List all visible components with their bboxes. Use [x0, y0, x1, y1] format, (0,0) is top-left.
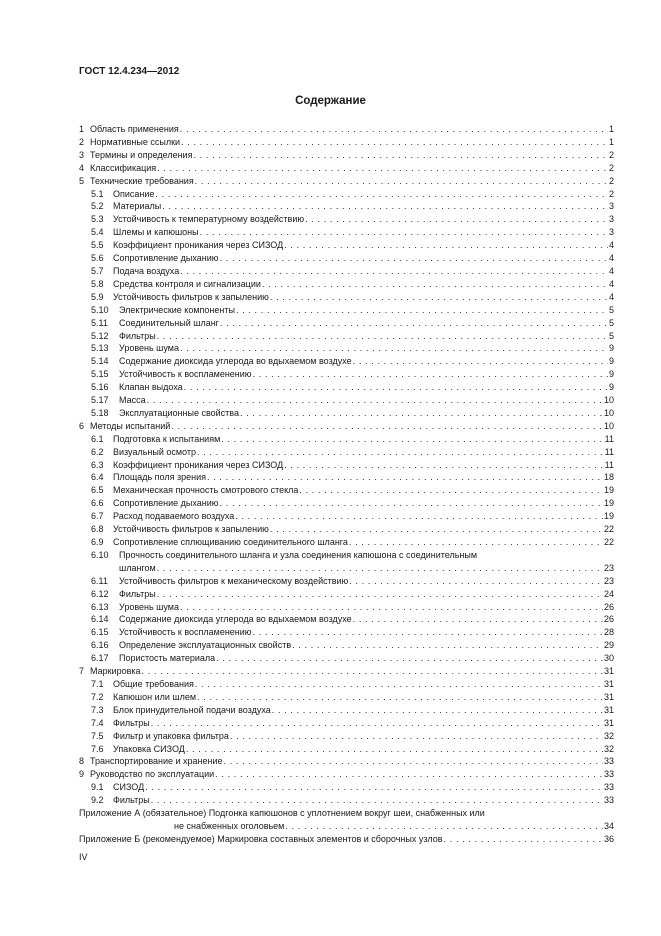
toc-entry-page: 10 — [603, 420, 614, 431]
toc-entry-title: Площадь поля зрения — [113, 472, 206, 483]
toc-entry-number: 6.3 — [91, 459, 104, 470]
toc-entry-page: 33 — [603, 769, 614, 780]
dot-leader — [220, 317, 608, 330]
dot-leader — [353, 613, 603, 626]
toc-entry-page: 32 — [603, 743, 614, 754]
dot-leader — [197, 691, 603, 704]
toc-entry-page: 4 — [608, 278, 614, 289]
toc-entry-number: 6.6 — [91, 498, 104, 509]
toc-entry[interactable] — [79, 162, 614, 175]
toc-entry-title: Средства контроля и сигнализации — [113, 278, 261, 289]
toc-entry-page: 19 — [603, 498, 614, 509]
toc-entry[interactable] — [79, 549, 614, 575]
toc-entry[interactable] — [79, 265, 614, 278]
toc-entry-title: Фильтр и упаковка фильтра — [113, 730, 229, 741]
toc-entry[interactable] — [79, 794, 614, 807]
toc-entry[interactable] — [79, 781, 614, 794]
toc-entry-number: 6.1 — [91, 433, 104, 444]
toc-entry-number: 5.13 — [91, 343, 109, 354]
toc-entry-title: Механическая прочность смотрового стекла — [113, 485, 299, 496]
dot-leader — [151, 717, 603, 730]
toc-entry-page: 4 — [608, 265, 614, 276]
toc-entry-title: Фильтры — [119, 588, 156, 599]
toc-entry-page: 26 — [603, 601, 614, 612]
toc-entry-number: 7.2 — [91, 691, 104, 702]
toc-entry-page: 22 — [603, 524, 614, 535]
toc-entry-page: 11 — [604, 446, 614, 457]
toc-entry-number: 5.2 — [91, 201, 104, 212]
toc-entry[interactable] — [79, 691, 614, 704]
toc-entry-page: 18 — [603, 472, 614, 483]
toc-entry[interactable] — [79, 446, 614, 459]
toc-entry-number: 5.9 — [91, 291, 104, 302]
toc-entry[interactable] — [79, 665, 614, 678]
toc-entry-title: Приложение Б (рекомендуемое) Маркировка составных элементов и сборочных узлов — [79, 833, 443, 844]
toc-entry-title: Методы испытаний — [90, 420, 171, 431]
dot-leader — [147, 394, 603, 407]
toc-entry[interactable] — [79, 833, 614, 846]
toc-entry-page: 23 — [603, 562, 614, 573]
dot-leader — [184, 381, 608, 394]
dot-leader — [195, 175, 608, 188]
dot-leader — [197, 446, 604, 459]
toc-entry-number: 6.17 — [91, 653, 109, 664]
toc-entry-title: Определение эксплуатационных свойств — [119, 640, 292, 651]
toc-entry-title: Устойчивость фильтров к механическому воздействию — [119, 575, 349, 586]
toc-entry-page: 2 — [608, 175, 614, 186]
toc-entry[interactable] — [79, 717, 614, 730]
toc-entry-title: Соединительный шланг — [119, 317, 219, 328]
toc-entry-number: 6.2 — [91, 446, 104, 457]
toc-entry-number: 2 — [79, 136, 85, 147]
toc-entry-page: 2 — [608, 188, 614, 199]
toc-entry-page: 33 — [603, 795, 614, 806]
toc-entry-number: 6 — [79, 420, 85, 431]
toc-entry[interactable] — [79, 368, 614, 381]
toc-entry-title: Клапан выдоха — [119, 382, 183, 393]
dot-leader — [181, 136, 608, 149]
dot-leader — [235, 510, 603, 523]
toc-entry[interactable] — [79, 278, 614, 291]
toc-entry-page: 31 — [603, 666, 614, 677]
toc-entry[interactable] — [79, 652, 614, 665]
toc-entry-page: 3 — [608, 201, 614, 212]
toc-entry-title: Сопротивление дыханию — [113, 498, 219, 509]
toc-entry-number: 6.11 — [91, 575, 108, 586]
toc-entry-page: 11 — [604, 433, 614, 444]
dot-leader — [285, 820, 603, 833]
toc-entry-page: 10 — [603, 395, 614, 406]
toc-entry[interactable] — [79, 304, 614, 317]
toc-entry-page: 31 — [603, 717, 614, 728]
toc-entry[interactable] — [79, 394, 614, 407]
dot-leader — [284, 239, 608, 252]
toc-entry-page: 31 — [603, 691, 614, 702]
toc-entry-title: Сопротивление сплющиванию соединительного шланга — [113, 537, 348, 547]
toc-entry-title: Масса — [119, 395, 146, 406]
toc-entry-number: 5.1 — [91, 188, 104, 199]
toc-entry-title: Технические требования — [90, 175, 194, 186]
document-header: ГОСТ 12.4.234—2012 — [79, 66, 180, 77]
toc-entry-number: 8 — [79, 756, 85, 767]
toc-entry-page: 9 — [608, 369, 614, 380]
toc-entry[interactable] — [79, 330, 614, 343]
toc-entry[interactable] — [79, 355, 614, 368]
dot-leader — [284, 459, 603, 472]
toc-entry-page: 23 — [603, 575, 614, 586]
toc-entry[interactable] — [79, 536, 614, 549]
toc-entry-number: 6.5 — [91, 485, 104, 496]
dot-leader — [157, 162, 608, 175]
toc-entry[interactable] — [79, 807, 614, 833]
dot-leader — [253, 626, 603, 639]
dot-leader — [270, 523, 603, 536]
toc-entry-page: 1 — [608, 136, 614, 147]
toc-entry-number: 1 — [79, 124, 85, 134]
dot-leader — [207, 471, 603, 484]
toc-entry-title: Маркировка — [90, 666, 141, 677]
toc-entry-number: 5.11 — [91, 317, 108, 328]
toc-entry-page: 4 — [608, 291, 614, 302]
dot-leader — [157, 588, 603, 601]
toc-entry-page: 5 — [608, 317, 614, 328]
toc-entry-title: Содержание диоксида углерода во вдыхаемом воздухе — [119, 614, 352, 625]
toc-entry-title: Капюшон или шлем — [113, 691, 197, 702]
toc-entry[interactable] — [79, 613, 614, 626]
dot-leader — [299, 484, 603, 497]
toc-entry-page: 34 — [603, 820, 614, 831]
dot-leader — [180, 342, 608, 355]
toc-entry-title: Транспортирование и хранение — [90, 756, 223, 767]
table-of-contents — [79, 123, 614, 846]
toc-entry-number: 6.4 — [91, 472, 104, 483]
toc-entry-number: 6.7 — [91, 511, 104, 522]
toc-entry[interactable] — [79, 510, 614, 523]
toc-entry-page: 5 — [608, 330, 614, 341]
toc-entry[interactable] — [79, 523, 614, 536]
toc-entry-number: 5.18 — [91, 407, 109, 418]
toc-entry-page: 10 — [603, 407, 614, 418]
toc-entry-title: Фильтры — [119, 330, 156, 341]
dot-leader — [292, 639, 603, 652]
toc-entry-title: Область применения — [90, 124, 179, 134]
toc-entry-title: Электрические компоненты — [119, 304, 235, 315]
dot-leader — [200, 226, 608, 239]
toc-entry-title: Блок принудительной подачи воздуха — [113, 704, 271, 715]
dot-leader — [155, 188, 608, 201]
toc-entry[interactable] — [79, 123, 614, 136]
toc-entry-title: Подача воздуха — [113, 265, 180, 276]
toc-entry-number: 7.3 — [91, 704, 104, 715]
toc-entry[interactable] — [79, 484, 614, 497]
toc-entry-page: 4 — [608, 253, 614, 264]
toc-entry[interactable] — [79, 459, 614, 472]
toc-entry-page: 29 — [603, 640, 614, 651]
toc-entry-number: 7.1 — [91, 678, 104, 689]
toc-entry-number: 4 — [79, 162, 85, 173]
toc-entry[interactable] — [79, 768, 614, 781]
toc-entry[interactable] — [79, 342, 614, 355]
toc-entry-title: Коэффициент проникания через СИЗОД — [113, 459, 284, 470]
toc-entry[interactable] — [79, 149, 614, 162]
toc-entry-number: 5.16 — [91, 382, 109, 393]
toc-entry-title: Фильтры — [113, 717, 150, 728]
toc-entry-number: 6.14 — [91, 614, 109, 625]
toc-entry[interactable] — [79, 433, 614, 446]
dot-leader — [162, 200, 608, 213]
toc-entry[interactable] — [79, 213, 614, 226]
toc-entry-page: 5 — [608, 304, 614, 315]
toc-entry-number: 7.5 — [91, 730, 104, 741]
toc-entry-title: Эксплуатационные свойства — [119, 407, 239, 418]
dot-leader — [216, 652, 603, 665]
toc-entry-number: 5.8 — [91, 278, 104, 289]
toc-entry-number: 5.15 — [91, 369, 109, 380]
toc-entry-number: 6.8 — [91, 524, 104, 535]
toc-entry-number: 6.12 — [91, 588, 109, 599]
toc-entry-number: 5.5 — [91, 240, 104, 251]
dot-leader — [193, 149, 608, 162]
dot-leader — [253, 368, 608, 381]
dot-leader — [240, 407, 603, 420]
toc-entry-title: Уровень шума — [119, 343, 179, 354]
toc-entry-number: 7.4 — [91, 717, 104, 728]
dot-leader — [157, 562, 603, 575]
toc-entry[interactable] — [79, 226, 614, 239]
toc-entry-title: Пористость материала — [119, 653, 216, 664]
toc-title: Содержание — [295, 95, 366, 107]
toc-entry-page: 31 — [603, 678, 614, 689]
toc-entry[interactable] — [79, 497, 614, 510]
toc-entry[interactable] — [79, 407, 614, 420]
toc-entry-page: 9 — [608, 343, 614, 354]
toc-entry-page: 3 — [608, 214, 614, 225]
toc-entry-title: Приложение А (обязательное) Подгонка капюшонов с уплотнением вокруг шеи, снабженных или — [79, 808, 485, 819]
dot-leader — [215, 768, 603, 781]
dot-leader — [224, 755, 603, 768]
toc-entry-number: 6.9 — [91, 537, 104, 547]
toc-entry-title-continuation: не снабженных оголовьем — [174, 820, 285, 831]
dot-leader — [221, 433, 603, 446]
toc-entry-page: 28 — [603, 627, 614, 638]
toc-entry-page: 9 — [608, 382, 614, 393]
toc-entry-title: Устойчивость фильтров к запылению — [113, 291, 269, 302]
dot-leader — [272, 704, 603, 717]
toc-entry-number: 5.14 — [91, 356, 109, 367]
toc-entry-page: 32 — [603, 730, 614, 741]
toc-entry-title: Подготовка к испытаниям — [113, 433, 221, 444]
toc-entry-number: 6.13 — [91, 601, 109, 612]
toc-entry[interactable] — [79, 755, 614, 768]
toc-entry-page: 2 — [608, 162, 614, 173]
toc-entry[interactable] — [79, 743, 614, 756]
toc-entry-title: Прочность соединительного шланга и узла соединения капюшона с соединительным — [119, 549, 478, 560]
dot-leader — [151, 794, 603, 807]
toc-entry-page: 36 — [603, 833, 614, 844]
dot-leader — [145, 781, 603, 794]
toc-entry-title: Содержание диоксида углерода во вдыхаемом воздухе — [119, 356, 352, 367]
toc-entry-page: 24 — [603, 588, 614, 599]
toc-entry-page: 30 — [603, 653, 614, 664]
toc-entry-title: Устойчивость к температурному воздействию — [113, 214, 305, 225]
toc-entry[interactable] — [79, 239, 614, 252]
toc-entry[interactable] — [79, 381, 614, 394]
toc-entry-title: Устойчивость к воспламенению — [119, 369, 252, 380]
toc-entry-title-continuation: шлангом — [119, 562, 156, 573]
toc-entry-page: 19 — [603, 485, 614, 496]
toc-entry-title: Уровень шума — [119, 601, 179, 612]
toc-entry-page: 11 — [604, 459, 614, 470]
dot-leader — [180, 123, 608, 136]
toc-entry-title: Фильтры — [113, 795, 150, 806]
toc-entry-page: 1 — [608, 124, 614, 134]
toc-entry-number: 9.2 — [91, 795, 104, 806]
toc-entry[interactable] — [79, 678, 614, 691]
toc-entry[interactable] — [79, 175, 614, 188]
toc-entry[interactable] — [79, 704, 614, 717]
dot-leader — [305, 213, 608, 226]
toc-entry-number: 9.1 — [91, 782, 104, 793]
toc-entry-number: 5.6 — [91, 253, 104, 264]
toc-entry-title: Нормативные ссылки — [90, 136, 181, 147]
dot-leader — [270, 291, 608, 304]
toc-entry-title: Устойчивость к воспламенению — [119, 627, 252, 638]
toc-entry[interactable] — [79, 200, 614, 213]
page-number: IV — [79, 852, 88, 862]
toc-entry[interactable] — [79, 730, 614, 743]
toc-entry[interactable] — [79, 188, 614, 201]
toc-entry-number: 5.10 — [91, 304, 109, 315]
toc-entry-title: Классификация — [90, 162, 157, 173]
toc-entry-number: 5.7 — [91, 265, 104, 276]
toc-entry-title: СИЗОД — [113, 782, 145, 793]
dot-leader — [220, 252, 608, 265]
dot-leader — [171, 420, 603, 433]
toc-entry-number: 3 — [79, 149, 85, 160]
toc-entry-number: 5.3 — [91, 214, 104, 225]
toc-entry-page: 31 — [603, 704, 614, 715]
toc-entry-page: 3 — [608, 227, 614, 238]
toc-entry-page: 2 — [608, 149, 614, 160]
toc-entry-page: 33 — [603, 782, 614, 793]
toc-entry-number: 5.17 — [91, 395, 109, 406]
dot-leader — [444, 833, 603, 846]
toc-entry-title: Коэффициент проникания через СИЗОД — [113, 240, 284, 251]
dot-leader — [195, 678, 603, 691]
toc-entry[interactable] — [79, 601, 614, 614]
toc-entry[interactable] — [79, 471, 614, 484]
toc-entry-title: Сопротивление дыханию — [113, 253, 219, 264]
toc-entry-title: Шлемы и капюшоны — [113, 227, 199, 238]
toc-entry-number: 9 — [79, 769, 85, 780]
dot-leader — [180, 601, 603, 614]
toc-entry-page: 33 — [603, 756, 614, 767]
toc-entry-title: Описание — [113, 188, 155, 199]
toc-entry-number: 6.15 — [91, 627, 109, 638]
toc-entry-title: Упаковка СИЗОД — [113, 743, 185, 754]
toc-entry[interactable] — [79, 575, 614, 588]
toc-entry-page: 9 — [608, 356, 614, 367]
dot-leader — [236, 304, 608, 317]
toc-entry-page: 26 — [603, 614, 614, 625]
toc-entry[interactable] — [79, 136, 614, 149]
toc-entry-title: Материалы — [113, 201, 162, 212]
toc-entry-title: Руководство по эксплуатации — [90, 769, 215, 780]
toc-entry-number: 5 — [79, 175, 85, 186]
toc-entry[interactable] — [79, 420, 614, 433]
toc-entry-title: Расход подаваемого воздуха — [113, 511, 235, 522]
toc-entry-number: 5.4 — [91, 227, 104, 238]
toc-entry[interactable] — [79, 252, 614, 265]
toc-entry-title: Визуальный осмотр — [113, 446, 196, 457]
toc-entry-title: Термины и определения — [90, 149, 193, 160]
toc-entry-number: 7.6 — [91, 743, 104, 754]
toc-entry-number: 7 — [79, 666, 85, 677]
toc-entry-number: 5.12 — [91, 330, 109, 341]
toc-entry[interactable] — [79, 317, 614, 330]
toc-entry-page: 4 — [608, 240, 614, 251]
toc-entry-number: 6.16 — [91, 640, 109, 651]
dot-leader — [220, 497, 603, 510]
toc-entry-page: 19 — [603, 511, 614, 522]
toc-entry[interactable] — [79, 588, 614, 601]
dot-leader — [349, 575, 603, 588]
dot-leader — [180, 265, 608, 278]
toc-entry-title: Общие требования — [113, 678, 194, 689]
toc-entry[interactable] — [79, 639, 614, 652]
dot-leader — [157, 330, 608, 343]
dot-leader — [142, 665, 603, 678]
toc-entry[interactable] — [79, 291, 614, 304]
toc-entry-page: 22 — [603, 537, 614, 547]
dot-leader — [262, 278, 608, 291]
dot-leader — [186, 743, 603, 756]
dot-leader — [230, 730, 603, 743]
dot-leader — [349, 536, 603, 549]
toc-entry[interactable] — [79, 626, 614, 639]
toc-entry-title: Устойчивость фильтров к запылению — [113, 524, 269, 535]
dot-leader — [353, 355, 608, 368]
toc-entry-number: 6.10 — [91, 549, 109, 560]
